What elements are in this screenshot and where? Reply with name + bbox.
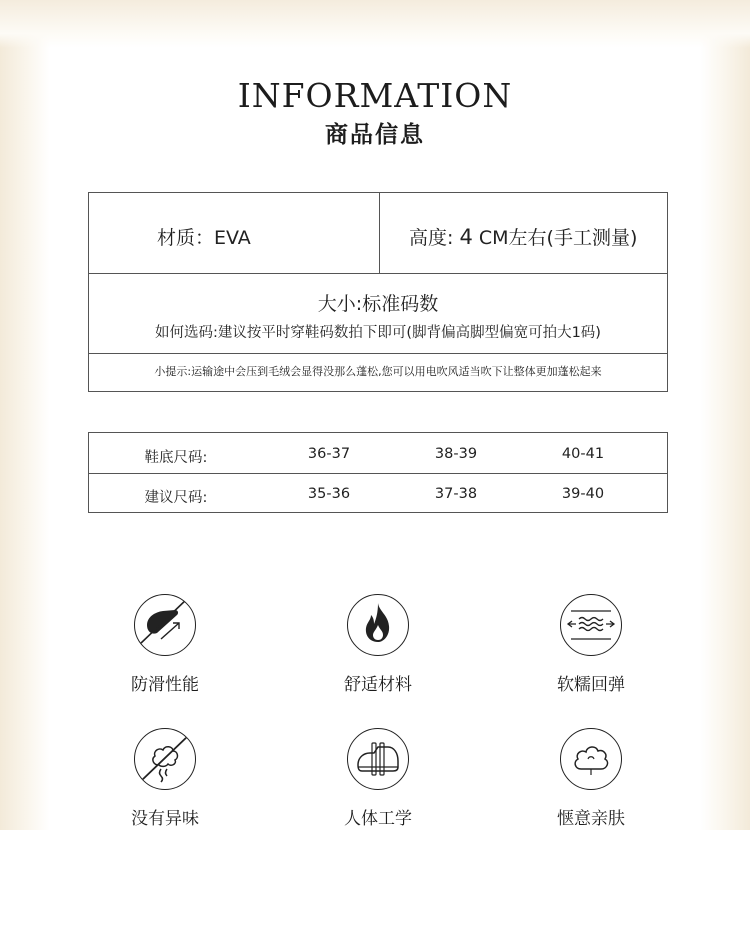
rebound-waves-icon: [560, 594, 622, 656]
table-row: [89, 473, 667, 513]
small-tip: 小提示:运输途中会压到毛绒会显得没那么蓬松,您可以用电吹风适当吹下让整体更加蓬松起来: [154, 365, 602, 378]
info-row-material-height: [89, 193, 667, 274]
feature-ergonomic: [308, 728, 448, 829]
ergonomic-shoe-icon: [347, 728, 409, 790]
feature-label: 惬意亲肤: [557, 809, 625, 829]
feature-label: 防滑性能: [131, 675, 199, 695]
height-value: 4: [459, 225, 473, 249]
size-chart-table: [88, 432, 668, 513]
table-row: [89, 433, 667, 474]
cell-divider: [379, 193, 380, 273]
table-cell: 36-37: [307, 446, 351, 462]
row-label: 建议尺码:: [144, 490, 208, 506]
cotton-cloud-icon: [560, 728, 622, 790]
info-row-tip: [89, 353, 667, 391]
feature-anti-slip: [95, 594, 235, 695]
feature-skin-friendly: [521, 728, 661, 829]
material-text: 材质：EVA: [157, 227, 251, 249]
info-row-size: [89, 273, 667, 354]
height-label: 高度:: [409, 227, 454, 249]
feature-no-odor: [95, 728, 235, 829]
anti-slip-shoe-icon: [134, 594, 196, 656]
feature-label: 软糯回弹: [557, 675, 625, 695]
table-cell: 38-39: [434, 446, 478, 462]
feature-label: 舒适材料: [344, 675, 412, 695]
feature-soft-rebound: [521, 594, 661, 695]
info-table: [88, 192, 668, 392]
table-cell: 35-36: [307, 486, 351, 502]
feature-label: 没有异味: [131, 809, 199, 829]
background-top-fade: [0, 0, 750, 48]
title-english: INFORMATION: [237, 76, 513, 115]
size-title: 大小:标准码数: [317, 293, 439, 315]
height-text: [409, 223, 637, 250]
feature-label: 人体工学: [344, 809, 412, 829]
table-cell: 37-38: [434, 486, 478, 502]
table-cell: 39-40: [561, 486, 605, 502]
feature-comfort-material: [308, 594, 448, 695]
flame-icon: [347, 594, 409, 656]
background-bottom: [0, 830, 750, 930]
size-tip: 如何选码:建议按平时穿鞋码数拍下即可(脚背偏高脚型偏宽可拍大1码): [155, 325, 601, 341]
table-cell: 40-41: [561, 446, 605, 462]
title-chinese: 商品信息: [325, 122, 425, 148]
no-odor-icon: [134, 728, 196, 790]
height-unit: CM左右(手工测量): [478, 227, 638, 249]
row-label: 鞋底尺码:: [144, 450, 208, 466]
